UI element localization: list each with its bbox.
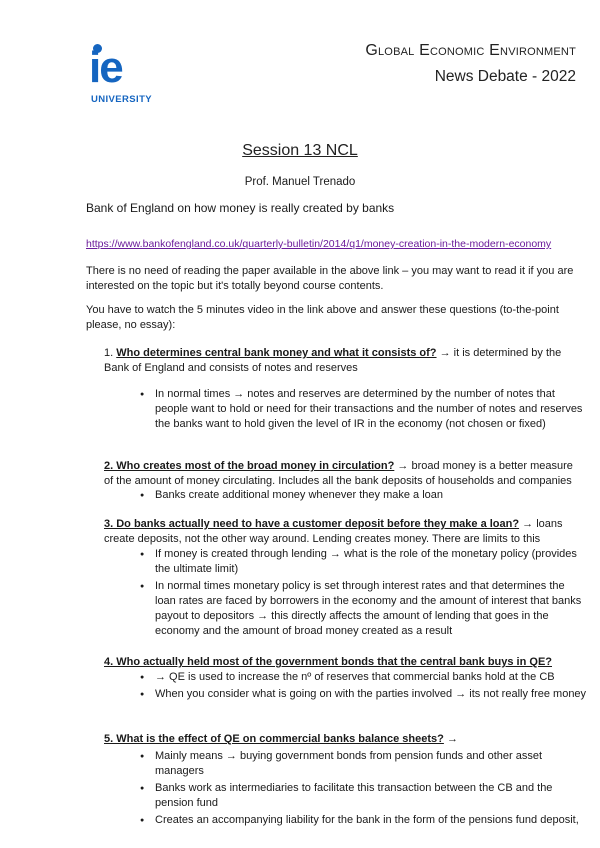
logo-mark: ie xyxy=(89,43,122,92)
question-5-bullets xyxy=(140,749,588,830)
question-3 xyxy=(104,517,584,547)
question-4 xyxy=(104,655,584,670)
list-item: ● In normal times → notes and reserves are determined by the number of notes that people want to hold or need for their transactions and the number of notes and reserves the banks want to hold given the level of IR in the economy (not chosen or fixed) xyxy=(140,387,588,432)
article-link[interactable]: https://www.bankofengland.co.uk/quarterly-bulletin/2014/q1/money-creation-in-the-modern-economy xyxy=(86,238,552,250)
question-2 xyxy=(104,459,584,489)
list-item: ● In normal times monetary policy is set through interest rates and that determines the loan rates are faced by borrowers in the economy and the amount of interest that banks payout to depositors → this directly affects the amount of lending that goes in the economy and the amount of broad money created as a result xyxy=(140,579,588,639)
question-5 xyxy=(104,732,584,747)
professor-name: Prof. Manuel Trenado xyxy=(244,176,356,188)
list-item: ● Banks work as intermediaries to facilitate this transaction between the CB and the pension fund xyxy=(140,781,588,811)
session-title: Session 13 NCL xyxy=(242,142,358,159)
question-3-bullets xyxy=(140,547,588,641)
question-text: 5. What is the effect of QE on commercial banks balance sheets? xyxy=(104,733,444,745)
question-text: Who determines central bank money and what it consists of? xyxy=(116,347,437,359)
question-answer: → xyxy=(446,733,458,745)
question-text: 2. Who creates most of the broad money in circulation? xyxy=(104,460,395,472)
course-title: Global Economic Environment xyxy=(365,42,576,59)
question-1 xyxy=(104,346,584,376)
list-item: ● → QE is used to increase the nº of reserves that commercial banks hold at the CB xyxy=(140,670,588,685)
list-item: ● Banks create additional money whenever they make a loan xyxy=(140,488,588,503)
question-text: 4. Who actually held most of the government bonds that the central bank buys in QE? xyxy=(104,656,552,668)
question-1-bullets xyxy=(140,387,588,434)
question-answer: → broad money is a better measure of the amount of money circulating. Includes all the bank deposits of households and companies xyxy=(104,460,573,487)
ie-university-logo xyxy=(88,44,168,106)
document-header xyxy=(365,42,576,86)
question-2-bullets xyxy=(140,488,588,505)
list-item: ● If money is created through lending → what is the role of the monetary policy (provides the ultimate limit) xyxy=(140,547,588,577)
question-answer: → it is determined by the Bank of England and consists of notes and reserves xyxy=(104,347,562,374)
question-number: 1. xyxy=(104,347,114,359)
question-4-bullets xyxy=(140,670,588,704)
question-answer: → loans create deposits, not the other way around. Lending creates money. There are limits to this xyxy=(104,518,563,545)
list-item: ● When you consider what is going on with the parties involved → its not really free money xyxy=(140,687,588,702)
list-item: ● Mainly means → buying government bonds from pension funds and other asset managers xyxy=(140,749,588,779)
intro-paragraph-2: You have to watch the 5 minutes video in the link above and answer these questions (to-the-point please, no essay): xyxy=(86,304,559,331)
course-subtitle: News Debate - 2022 xyxy=(434,68,576,85)
list-item: ● Creates an accompanying liability for the bank in the form of the pensions fund deposit, xyxy=(140,813,588,828)
logo-text: UNIVERSITY xyxy=(91,94,153,105)
intro-paragraph-1: There is no need of reading the paper available in the above link – you may want to read it if you are interested on the topic but it's totally beyond course contents. xyxy=(86,265,574,292)
article-title: Bank of England on how money is really created by banks xyxy=(86,201,395,215)
question-text: 3. Do banks actually need to have a customer deposit before they make a loan? xyxy=(104,518,520,530)
